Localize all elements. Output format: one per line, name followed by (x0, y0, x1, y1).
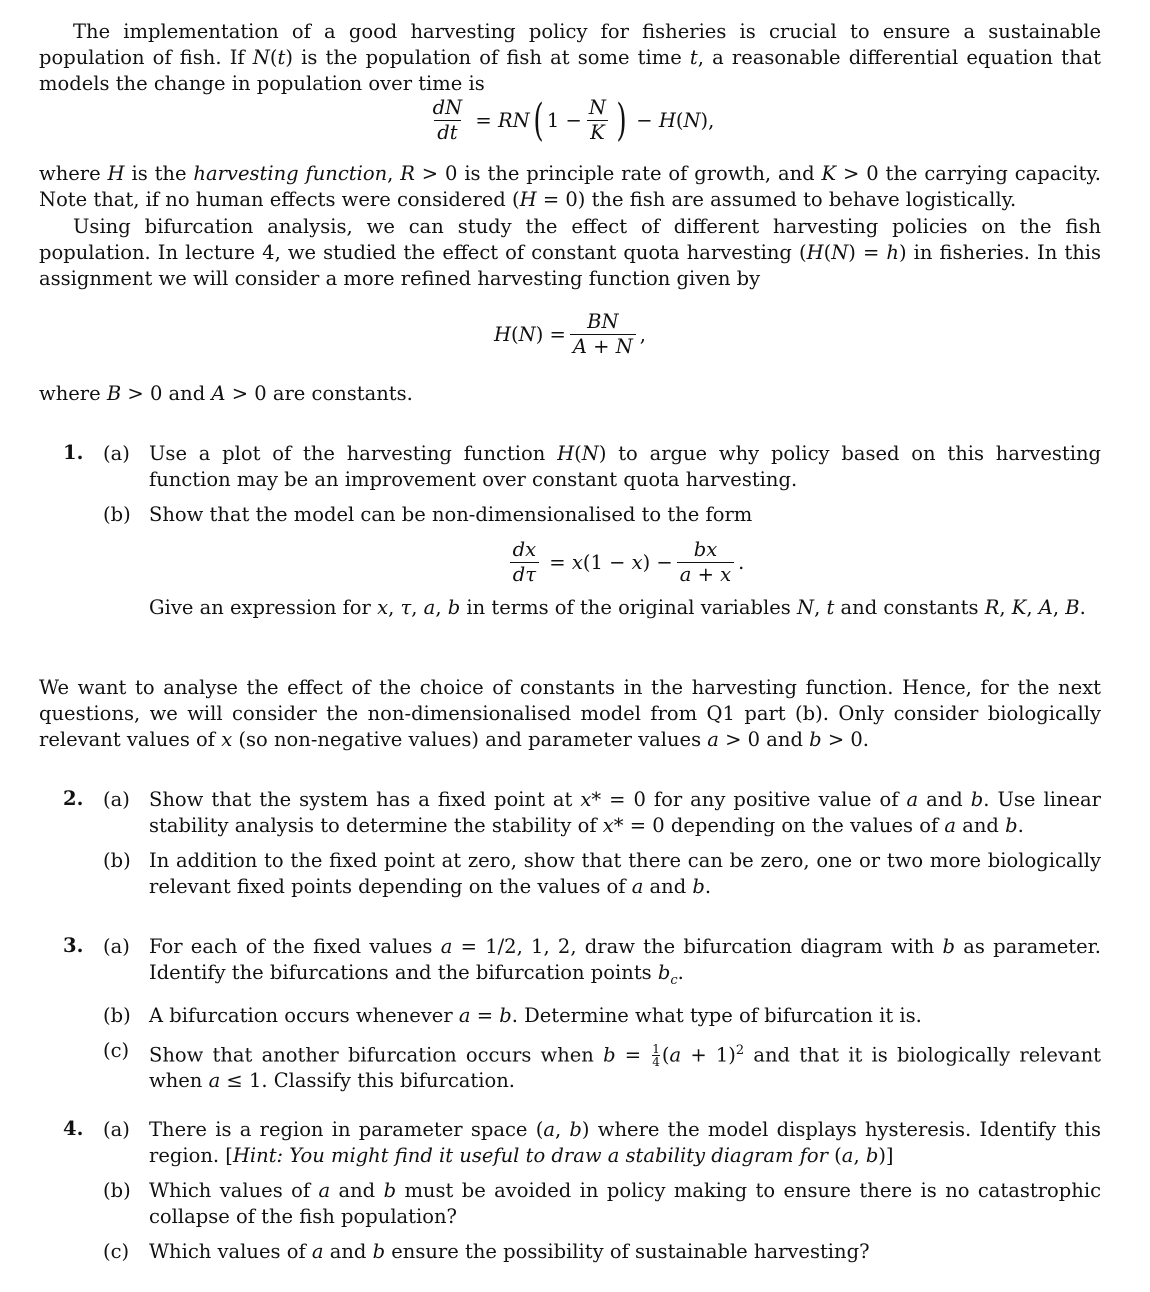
question-number: 1. (63, 441, 84, 464)
intro-paragraph-1: The implementation of a good harvesting policy for fisheries is crucial to ensure a sustainable population of fish. If N(t) is the population of fish at some time t, a reasonable differential equation that models the change in population over time is (39, 20, 1101, 95)
question-4 (39, 1117, 1101, 1265)
intro-paragraph-2: where H is the harvesting function, R > 0 is the principle rate of growth, and K > 0 the carrying capacity. Note that, if no human effects were considered (H = 0) the fish are assumed to behave logistically. (39, 162, 1101, 211)
question-1 (39, 441, 1101, 621)
question-4c: (c) Which values of a and b ensure the possibility of sustainable harvesting? (103, 1240, 870, 1263)
question-3b: (b) A bifurcation occurs whenever a = b. Determine what type of bifurcation it is. (103, 1003, 922, 1027)
question-number: 4. (63, 1117, 84, 1140)
question-3c: (c) Show that another bifurcation occurs when b = $\frac{1}{4}$ $(a + 1)^2$ and that it is biologically relevant when a ≤ 1. Classify this bifurcation. (103, 1038, 1101, 1093)
question-2b: (b) In addition to the fixed point at zero, show that there can be zero, one or two more biologically relevant fixed points depending on the values of a and b. (103, 849, 1101, 898)
question-3 (39, 934, 1101, 1094)
logistic-harvest-equation: $\frac{dN}{dt}$ = RN ( 1 − $\frac{N}{K}$ ) − H(N), (432, 94, 715, 146)
question-4a: (a) There is a region in parameter space (a, b) where the model displays hysteresis. Identify this region. [Hint: You might find it useful to draw a stability diagram for (a, b)] (103, 1118, 1102, 1167)
question-2a: (a) Show that the system has a fixed point at x* = 0 for any positive value of a and b. Use linear stability analysis to determine the stability of x* = 0 depending on the values of a and b. (103, 788, 1102, 837)
nondimensional-equation: $\frac{dx}{d\tau}$ = x(1 − x) − $\frac{bx}{a + x}$ . (39, 538, 1101, 587)
question-3a: (a) For each of the fixed values a = 1/2, 1, 2, draw the bifurcation diagram with b as parameter. Identify the bifurcations and the bifurcation points $b_c$. (103, 935, 1102, 988)
question-number: 2. (63, 787, 84, 810)
question-number: 3. (63, 934, 84, 957)
question-1a: (a) Use a plot of the harvesting function H(N) to argue why policy based on this harvesting function may be an improvement over constant quota harvesting. (103, 442, 1101, 491)
question-2 (39, 787, 1101, 900)
question-1b-followup: Give an expression for x, τ, a, b in terms of the original variables N, t and constants R, K, A, B. (149, 596, 1086, 619)
question-4b: (b) Which values of a and b must be avoided in policy making to ensure there is no catastrophic collapse of the fish population? (103, 1179, 1102, 1228)
intro-paragraph-3: Using bifurcation analysis, we can study the effect of different harvesting policies on the fish population. In lecture 4, we studied the effect of constant quota harvesting (H(N) = h) in fisheries. In this assignment we will consider a more refined harvesting function given by (39, 215, 1102, 290)
harvesting-function-equation: H(N) = $\frac{BN}{A + N}$ , (494, 310, 646, 358)
question-1b: (b) Show that the model can be non-dimensionalised to the form (103, 503, 753, 526)
intro-paragraph-4: where B > 0 and A > 0 are constants. (39, 382, 413, 405)
interlude-paragraph: We want to analyse the effect of the choice of constants in the harvesting function. Hence, for the next questions, we will consider the non-dimensionalised model from Q1 part (b). Only consider biologically relevant values of x (so non-negative values) and parameter values a > 0 and b > 0. (39, 676, 1101, 751)
